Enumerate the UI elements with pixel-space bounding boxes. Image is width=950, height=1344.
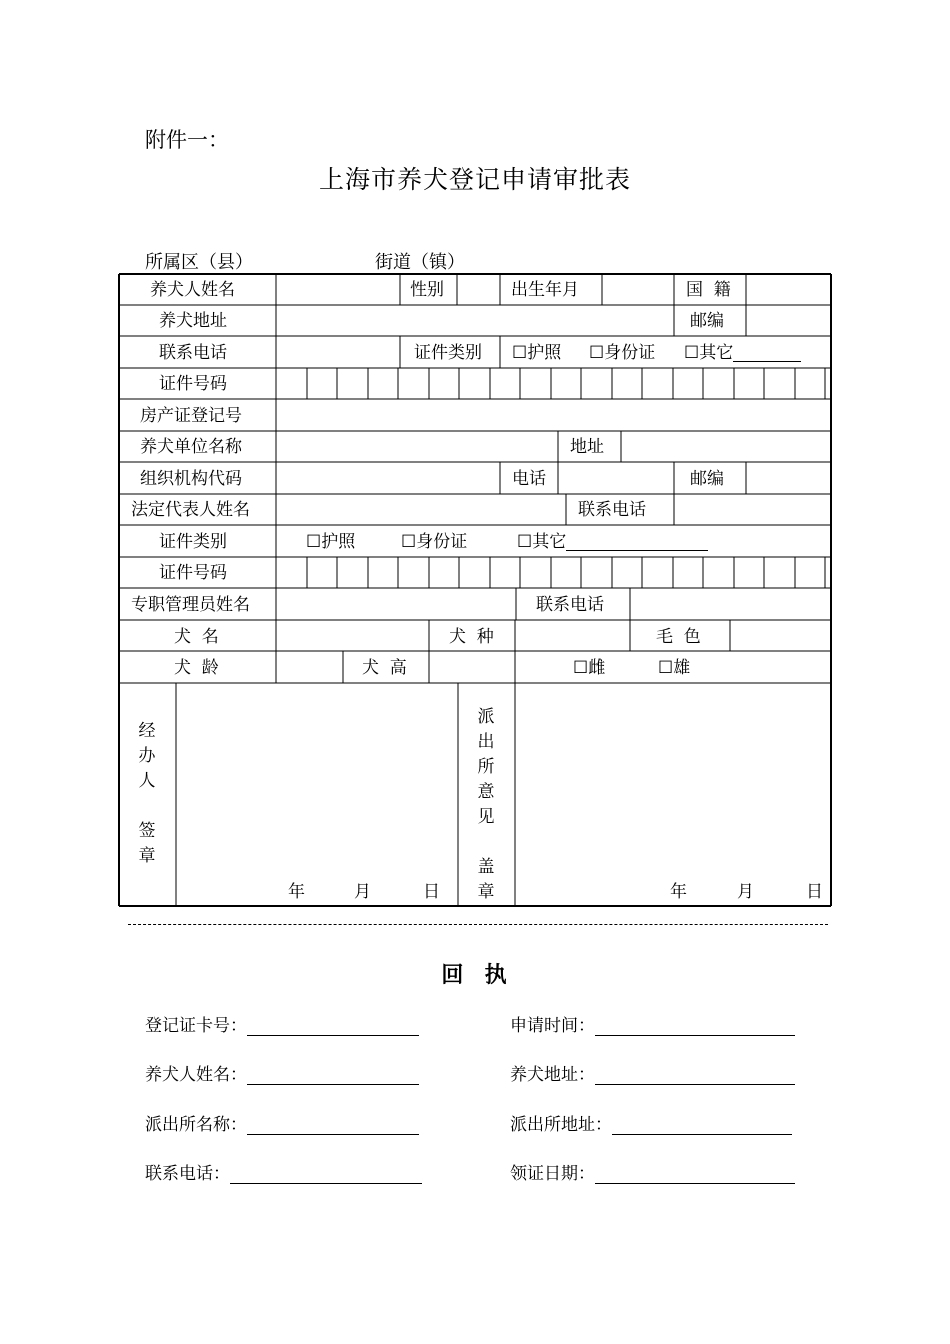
apply-time-field[interactable] — [595, 1017, 795, 1036]
label-id-number-2: 证件号码 — [159, 563, 227, 583]
district-field[interactable] — [253, 253, 375, 274]
form-title: 上海市养犬登记申请审批表 — [318, 165, 631, 194]
label-gender: 性别 — [410, 280, 444, 300]
label-org-code: 组织机构代码 — [140, 469, 242, 489]
label-birth: 出生年月 — [511, 280, 579, 300]
checkbox-other-2[interactable]: ☐其它 — [517, 534, 708, 551]
label-nationality: 国 籍 — [686, 280, 731, 300]
label-unit-name: 养犬单位名称 — [140, 437, 242, 457]
label-id-number-1: 证件号码 — [159, 374, 227, 394]
label-police-seal: 盖章 — [477, 857, 495, 902]
label-id-type-2: 证件类别 — [159, 532, 227, 552]
label-dog-age: 犬 龄 — [174, 658, 219, 678]
receipt-owner-address: 养犬地址： — [510, 1060, 795, 1085]
street-label: 街道（镇） — [375, 252, 465, 273]
label-owner-address: 养犬地址 — [159, 311, 227, 331]
form-grid-lines — [118, 273, 832, 907]
handler-date-day: 日 — [423, 882, 440, 902]
label-dog-name: 犬 名 — [174, 627, 219, 647]
label-property-reg: 房产证登记号 — [140, 406, 242, 426]
label-manager-name: 专职管理员姓名 — [131, 595, 250, 615]
district-line — [145, 248, 655, 274]
police-date-month: 月 — [737, 882, 754, 902]
card-no-field[interactable] — [247, 1017, 419, 1036]
receipt-card-no: 登记证卡号： — [145, 1011, 419, 1036]
label-coat-color: 毛 色 — [656, 627, 701, 647]
label-dog-height: 犬 高 — [362, 658, 407, 678]
checkbox-female[interactable]: ☐雌 — [573, 658, 606, 678]
district-label: 所属区（县） — [145, 252, 253, 273]
receipt-station-name: 派出所名称： — [145, 1110, 419, 1135]
pickup-date-field[interactable] — [595, 1165, 795, 1184]
label-police-opinion: 派出所意见 — [477, 707, 495, 827]
receipt-apply-time: 申请时间： — [510, 1011, 795, 1036]
label-unit-tel: 电话 — [512, 469, 546, 489]
receipt-title: 回 执 — [441, 963, 509, 988]
label-handler: 经办人 — [138, 721, 156, 791]
receipt-pickup-date: 领证日期： — [510, 1159, 795, 1184]
station-name-field[interactable] — [247, 1116, 419, 1135]
application-form-table — [118, 273, 832, 907]
label-unit-address: 地址 — [570, 437, 604, 457]
label-phone: 联系电话 — [159, 343, 227, 363]
owner-name-field[interactable] — [247, 1066, 419, 1085]
label-postcode-1: 邮编 — [690, 311, 724, 331]
cut-line — [128, 924, 828, 925]
handler-date-year: 年 — [288, 882, 305, 902]
label-id-type-1: 证件类别 — [414, 343, 482, 363]
receipt-phone-field[interactable] — [230, 1165, 422, 1184]
receipt-station-address: 派出所地址： — [510, 1110, 792, 1135]
label-postcode-2: 邮编 — [690, 469, 724, 489]
label-owner-name: 养犬人姓名 — [150, 280, 235, 300]
checkbox-idcard-1[interactable]: ☐身份证 — [589, 343, 656, 363]
checkbox-passport-2[interactable]: ☐护照 — [306, 532, 356, 552]
label-legal-rep: 法定代表人姓名 — [131, 500, 250, 520]
owner-address-field[interactable] — [595, 1066, 795, 1085]
handler-date-month: 月 — [354, 882, 371, 902]
label-manager-phone: 联系电话 — [536, 595, 604, 615]
station-address-field[interactable] — [612, 1116, 792, 1135]
label-handler-seal: 签章 — [138, 821, 156, 866]
police-date-year: 年 — [670, 882, 687, 902]
receipt-owner-name: 养犬人姓名： — [145, 1060, 419, 1085]
label-breed: 犬 种 — [449, 627, 494, 647]
receipt-phone: 联系电话： — [145, 1159, 422, 1184]
checkbox-other-1[interactable]: ☐其它 — [684, 345, 801, 362]
street-field[interactable] — [465, 253, 655, 274]
checkbox-male[interactable]: ☐雄 — [658, 658, 691, 678]
label-legal-rep-phone: 联系电话 — [578, 500, 646, 520]
checkbox-idcard-2[interactable]: ☐身份证 — [401, 532, 468, 552]
police-date-day: 日 — [806, 882, 823, 902]
attachment-label: 附件一： — [145, 128, 229, 152]
checkbox-passport-1[interactable]: ☐护照 — [512, 343, 562, 363]
